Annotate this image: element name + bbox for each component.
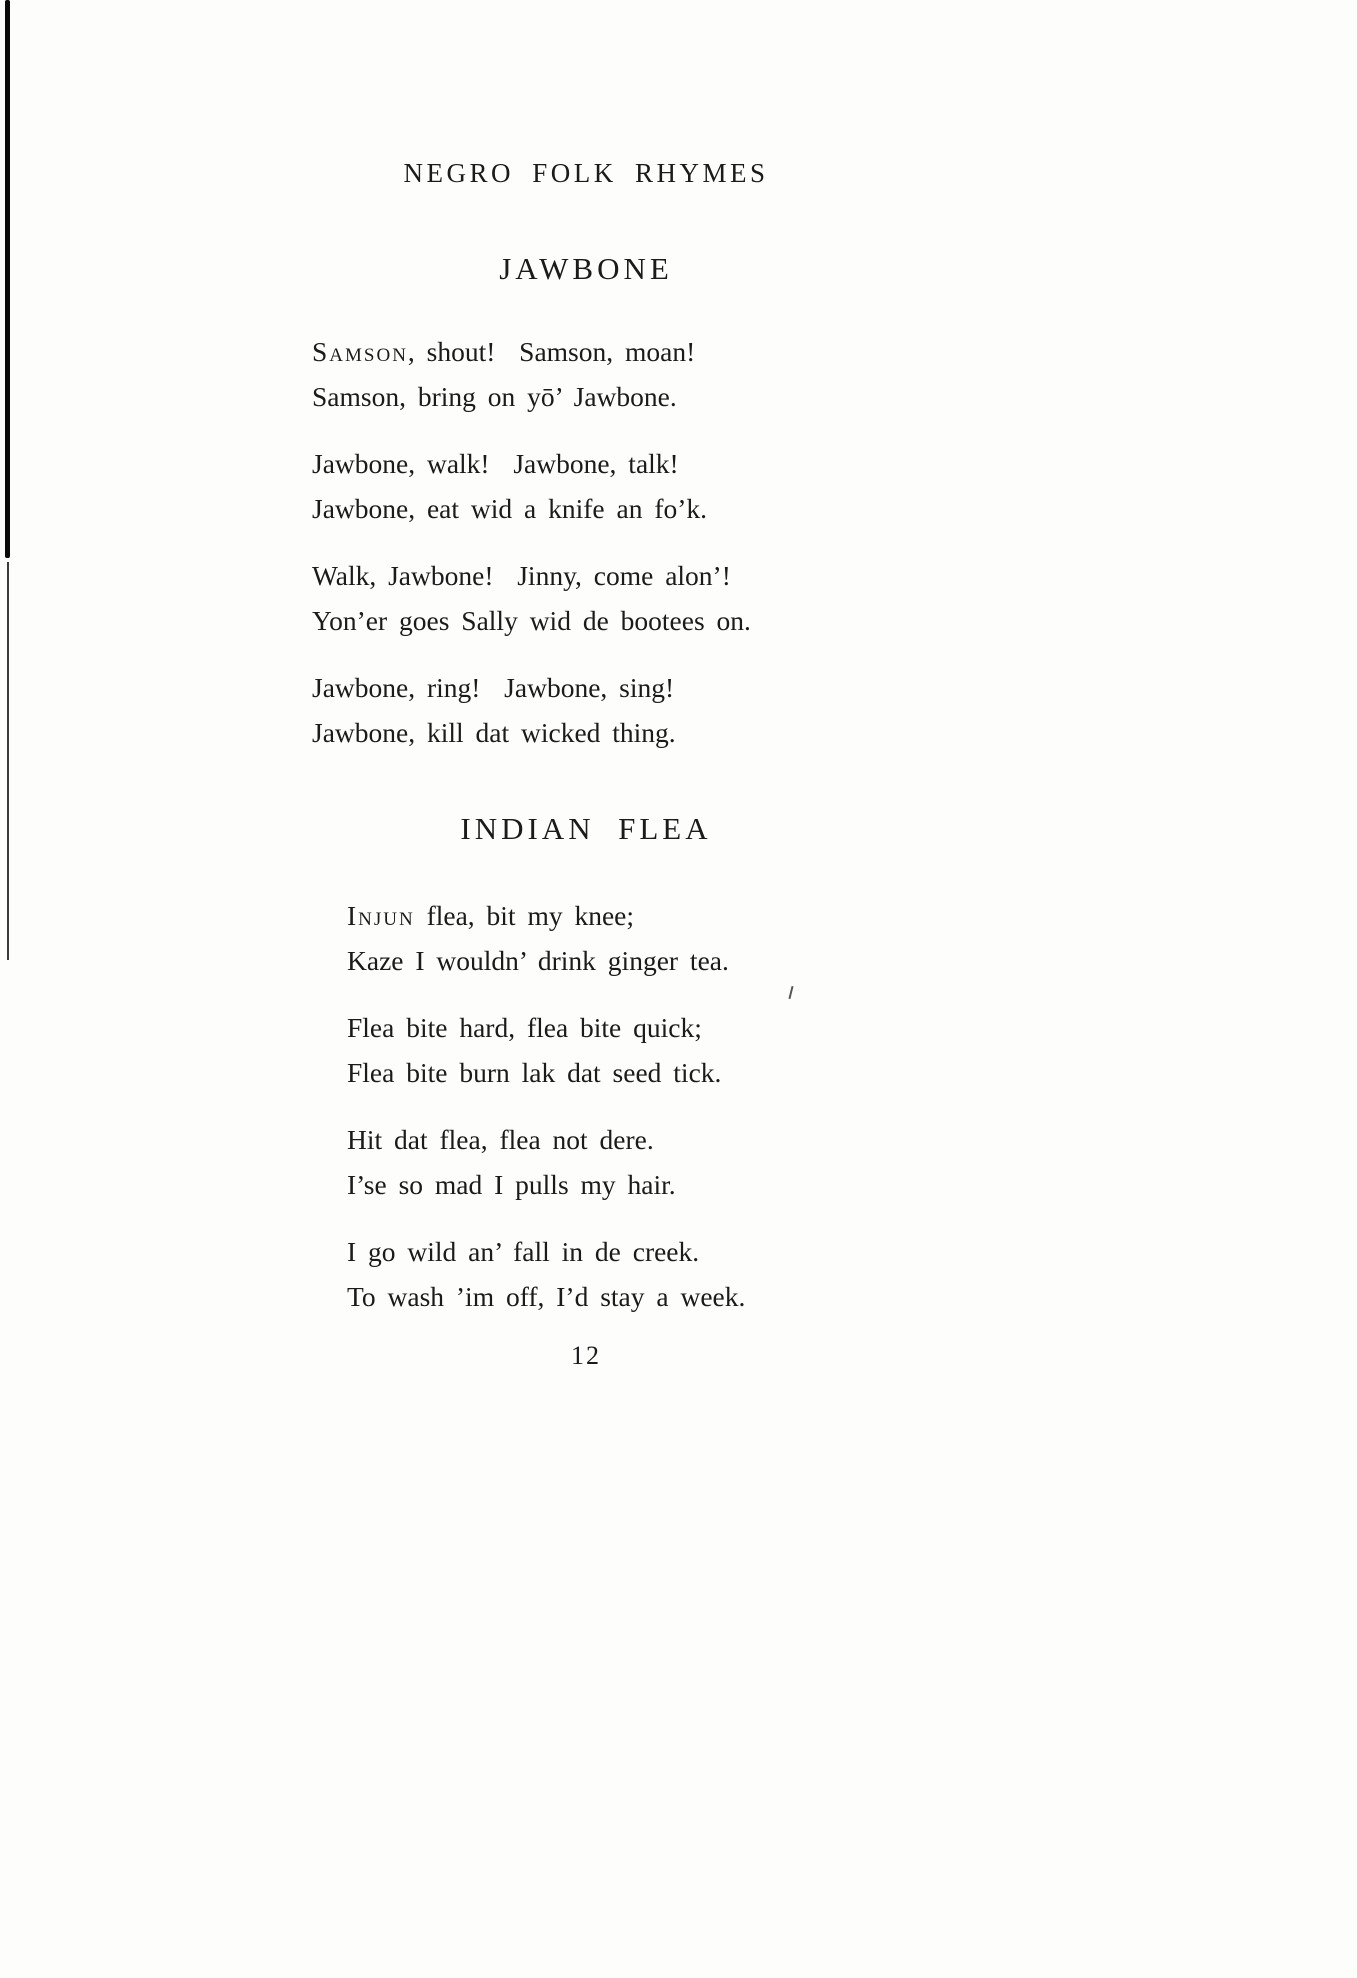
stanza (312, 329, 860, 419)
poem-line (347, 1162, 860, 1207)
stanza (312, 665, 860, 755)
poem-line (347, 893, 860, 938)
poem-line (312, 329, 860, 374)
line-text: Yon’er goes Sally wid de bootees on. (312, 605, 751, 636)
poem-line (312, 374, 860, 419)
poem-line (347, 1274, 860, 1319)
line-text: flea, bit my knee; (414, 900, 635, 931)
lead-word: Injun (347, 900, 415, 931)
stanza (312, 893, 860, 983)
poem-line (312, 710, 860, 755)
poem-line (347, 1005, 860, 1050)
running-header: NEGRO FOLK RHYMES (403, 158, 769, 188)
line-text: Jawbone, kill dat wicked thing. (312, 717, 676, 748)
line-text: Flea bite burn lak dat seed tick. (347, 1057, 722, 1088)
stanza (312, 553, 860, 643)
poem-line (347, 1117, 860, 1162)
poem-title: INDIAN FLEA (460, 811, 712, 846)
line-text: Samson, bring on yō’ Jawbone. (312, 381, 677, 412)
stanza (312, 1005, 860, 1095)
stanza (312, 1117, 860, 1207)
poem-line (312, 441, 860, 486)
line-text: I go wild an’ fall in de creek. (347, 1236, 700, 1267)
page-number: 12 (571, 1341, 601, 1370)
line-text: Jawbone, ring! Jawbone, sing! (312, 672, 675, 703)
stanza (312, 441, 860, 531)
line-text: Jawbone, eat wid a knife an fo’k. (312, 493, 708, 524)
line-text: , shout! Samson, moan! (407, 336, 696, 367)
poem-title: JAWBONE (499, 251, 673, 286)
line-text: Jawbone, walk! Jawbone, talk! (312, 448, 679, 479)
poem-line (347, 938, 860, 983)
poem-indian-flea (312, 811, 860, 1319)
poem-line (312, 665, 860, 710)
line-text: Hit dat flea, flea not dere. (347, 1124, 654, 1155)
poem-line (312, 486, 860, 531)
poem-line (312, 598, 860, 643)
poem-line (347, 1050, 860, 1095)
poem-line (312, 553, 860, 598)
poem-line (347, 1229, 860, 1274)
stanza (312, 1229, 860, 1319)
page-content (312, 158, 860, 1371)
scan-binding-artifact-thin (7, 562, 9, 960)
poem-jawbone (312, 251, 860, 755)
line-text: To wash ’im off, I’d stay a week. (347, 1281, 746, 1312)
line-text: Flea bite hard, flea bite quick; (347, 1012, 702, 1043)
scan-binding-artifact (5, 0, 10, 558)
lead-word: Samson (312, 336, 408, 367)
line-text: I’se so mad I pulls my hair. (347, 1169, 676, 1200)
line-text: Kaze I wouldn’ drink ginger tea. (347, 945, 729, 976)
line-text: Walk, Jawbone! Jinny, come alon’! (312, 560, 731, 591)
